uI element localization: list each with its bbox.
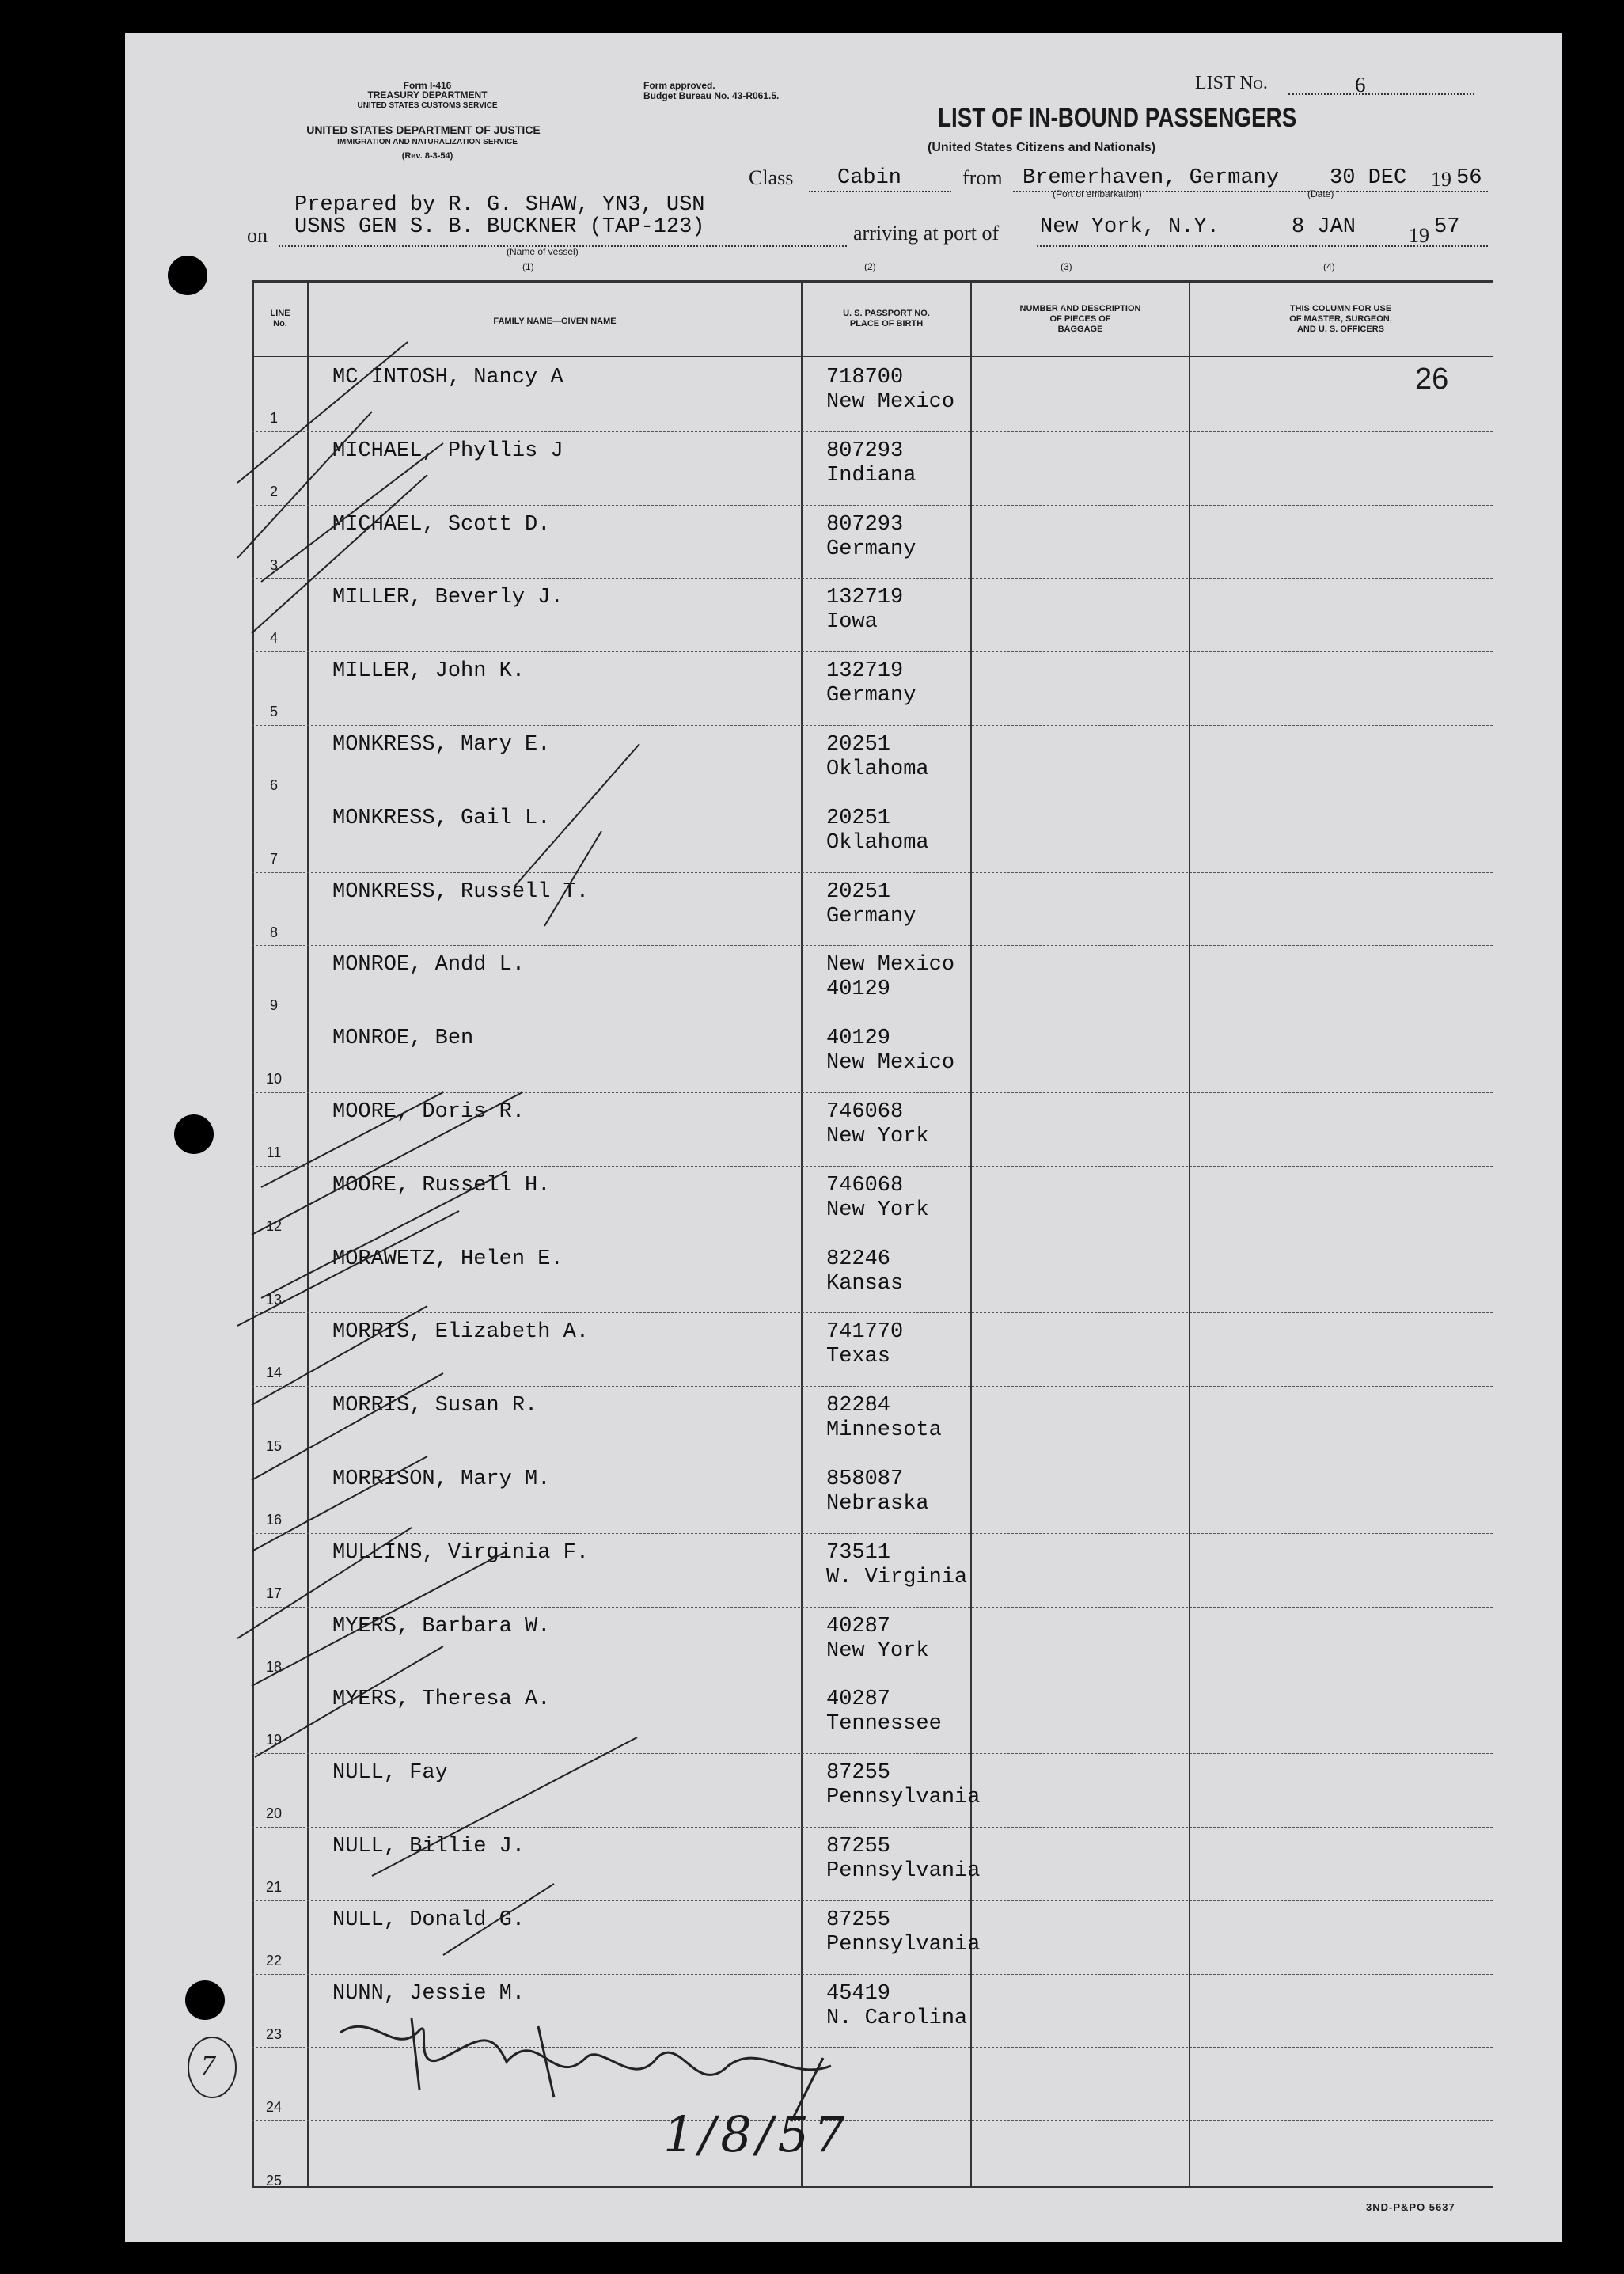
place-of-birth: Pennsylvania <box>826 1932 981 1957</box>
port-embark: Bremerhaven, Germany <box>1023 166 1280 190</box>
place-of-birth: Germany <box>826 537 916 561</box>
passenger-name: MONKRESS, Russell T. <box>332 879 590 904</box>
line-number: 14 <box>265 1365 283 1381</box>
place-of-birth: N. Carolina <box>826 2006 968 2030</box>
passenger-name: MYERS, Barbara W. <box>332 1614 551 1638</box>
year-embark: 56 <box>1456 166 1482 190</box>
year-prefix-arrival: 19 <box>1409 224 1429 247</box>
line-number: 6 <box>269 777 278 793</box>
passenger-name: MICHAEL, Phyllis J <box>332 438 563 463</box>
passenger-name: MOORE, Russell H. <box>332 1173 551 1198</box>
col-num-3: (3) <box>1061 261 1072 272</box>
place-of-birth: Texas <box>826 1345 891 1369</box>
date-embark: 30 DEC <box>1330 166 1407 190</box>
passport-number: 73511 <box>826 1540 891 1565</box>
passport-number: 20251 <box>826 733 891 757</box>
line-number: 18 <box>265 1658 283 1675</box>
vessel-name: USNS GEN S. B. BUCKNER (TAP-123) <box>294 215 705 239</box>
line-number: 24 <box>265 2099 283 2116</box>
year-prefix-embark: 19 <box>1431 168 1451 191</box>
place-of-birth: Oklahoma <box>826 830 929 855</box>
line-number: 25 <box>265 2173 283 2189</box>
margin-mark: 7 <box>201 2049 215 2081</box>
passport-number: 746068 <box>826 1100 904 1124</box>
passport-number: 20251 <box>826 806 891 830</box>
officer-note: 26 <box>1415 363 1449 396</box>
passport-number: 20251 <box>826 879 891 904</box>
dept-customs: UNITED STATES CUSTOMS SERVICE <box>357 101 498 110</box>
place-of-birth: Iowa <box>826 610 878 635</box>
header-baggage: NUMBER AND DESCRIPTION OF PIECES OF BAGGAGE <box>1019 304 1141 334</box>
place-of-birth: Germany <box>826 904 916 928</box>
place-of-birth: Indiana <box>826 463 916 488</box>
passport-number: New Mexico <box>826 953 955 978</box>
form-number: Form I-416 <box>403 80 452 91</box>
from-label: from <box>962 166 1003 189</box>
col-num-4: (4) <box>1323 261 1335 272</box>
line-number: 23 <box>265 2025 283 2042</box>
passport-number: 87255 <box>826 1761 891 1786</box>
place-of-birth: Tennessee <box>826 1712 942 1737</box>
passport-number: 82246 <box>826 1247 891 1271</box>
line-number: 2 <box>269 483 278 499</box>
passenger-name: MULLINS, Virginia F. <box>332 1540 590 1565</box>
passport-number: 40129 <box>826 1027 891 1051</box>
place-of-birth: Nebraska <box>826 1492 929 1516</box>
dept-treasury: TREASURY DEPARTMENT <box>367 89 488 101</box>
place-of-birth: Minnesota <box>826 1418 942 1443</box>
page-subtitle: (United States Citizens and Nationals) <box>928 141 1156 154</box>
footer-code: 3ND-P&PO 5637 <box>1366 2201 1455 2213</box>
passenger-name: MORAWETZ, Helen E. <box>332 1247 563 1271</box>
place-of-birth: New Mexico <box>826 390 955 414</box>
passenger-name: MORRISON, Mary M. <box>332 1467 551 1491</box>
list-no-label: LIST No. <box>1195 73 1268 93</box>
passport-number: 45419 <box>826 1981 891 2006</box>
passenger-name: NUNN, Jessie M. <box>332 1981 526 2006</box>
year-arrival: 57 <box>1434 215 1460 239</box>
passenger-name: MILLER, John K. <box>332 659 526 684</box>
place-of-birth: New York <box>826 1198 929 1222</box>
class-value: Cabin <box>837 166 902 190</box>
arrival-date: 8 JAN <box>1292 215 1356 239</box>
line-number: 5 <box>269 704 278 720</box>
header-family-name: FAMILY NAME—GIVEN NAME <box>493 317 617 326</box>
passport-number: 40287 <box>826 1614 891 1638</box>
line-number: 10 <box>265 1071 283 1088</box>
line-number: 7 <box>269 850 278 867</box>
passport-number: 718700 <box>826 366 904 389</box>
passenger-name: MORRIS, Elizabeth A. <box>332 1320 590 1345</box>
passenger-name: MILLER, Beverly J. <box>332 586 563 610</box>
passenger-name: MONKRESS, Mary E. <box>332 733 551 757</box>
line-number: 20 <box>265 1805 283 1822</box>
header-line-no: LINE No. <box>270 309 290 328</box>
passport-number: 858087 <box>826 1467 904 1491</box>
place-of-birth: Pennsylvania <box>826 1786 981 1810</box>
passenger-name: MONKRESS, Gail L. <box>332 806 551 830</box>
passenger-name: NULL, Billie J. <box>332 1835 526 1858</box>
passport-number: 40287 <box>826 1687 891 1712</box>
place-of-birth: 40129 <box>826 978 891 1002</box>
col-num-2: (2) <box>864 261 876 272</box>
line-number: 16 <box>265 1512 283 1528</box>
passport-number: 82284 <box>826 1394 891 1418</box>
passenger-name: MICHAEL, Scott D. <box>332 512 551 537</box>
on-label: on <box>247 224 268 247</box>
passenger-name: MONROE, Ben <box>332 1027 474 1051</box>
form-approved: Form approved. <box>643 80 715 91</box>
passport-number: 87255 <box>826 1908 891 1932</box>
place-of-birth: Pennsylvania <box>826 1859 981 1883</box>
date-caption: (Date) <box>1307 188 1334 199</box>
line-number: 11 <box>266 1145 282 1160</box>
passport-number: 132719 <box>826 659 904 684</box>
passport-number: 746068 <box>826 1173 904 1198</box>
header-officers: THIS COLUMN FOR USE OF MASTER, SURGEON, AND U. S. OFFICERS <box>1289 304 1392 334</box>
passport-number: 807293 <box>826 438 904 463</box>
dept-justice: UNITED STATES DEPARTMENT OF JUSTICE <box>306 123 541 136</box>
line-number: 3 <box>269 556 278 573</box>
handwritten-date: 1/8/57 <box>663 2105 850 2163</box>
place-of-birth: New York <box>826 1638 929 1663</box>
line-number: 4 <box>269 630 278 647</box>
passport-number: 87255 <box>826 1835 891 1858</box>
place-of-birth: Kansas <box>826 1271 904 1296</box>
line-number: 12 <box>265 1217 283 1234</box>
line-number: 9 <box>269 997 278 1014</box>
list-no-value: 6 <box>1355 73 1366 97</box>
arrival-port: New York, N.Y. <box>1040 215 1220 239</box>
vessel-caption: (Name of vessel) <box>507 246 579 257</box>
passenger-name: MORRIS, Susan R. <box>332 1394 538 1418</box>
line-number: 22 <box>265 1952 283 1968</box>
line-number: 21 <box>265 1879 283 1895</box>
place-of-birth: W. Virginia <box>826 1565 968 1589</box>
header-passport: U. S. PASSPORT NO. PLACE OF BIRTH <box>843 309 930 328</box>
dept-ins: IMMIGRATION AND NATURALIZATION SERVICE <box>337 138 518 146</box>
revision: (Rev. 8-3-54) <box>401 151 453 161</box>
budget-bureau: Budget Bureau No. 43-R061.5. <box>643 90 780 101</box>
arriving-label: arriving at port of <box>853 222 1000 245</box>
place-of-birth: Germany <box>826 684 916 708</box>
passenger-name: NULL, Donald G. <box>332 1908 526 1932</box>
prepared-by: Prepared by R. G. SHAW, YN3, USN <box>294 193 705 217</box>
line-number: 8 <box>269 924 278 940</box>
passenger-name: MYERS, Theresa A. <box>332 1687 551 1712</box>
passport-number: 741770 <box>826 1320 904 1345</box>
port-caption: (Port of embarkation) <box>1053 188 1142 199</box>
passenger-name: NULL, Fay <box>332 1761 448 1786</box>
class-label: Class <box>749 166 794 189</box>
passenger-name: MC INTOSH, Nancy A <box>332 366 563 389</box>
page-title: LIST OF IN-BOUND PASSENGERS <box>938 103 1297 133</box>
line-number: 15 <box>265 1438 283 1455</box>
passport-number: 807293 <box>826 512 904 537</box>
line-number: 17 <box>265 1585 283 1601</box>
place-of-birth: New Mexico <box>826 1051 955 1076</box>
col-num-1: (1) <box>522 261 534 272</box>
place-of-birth: New York <box>826 1125 929 1148</box>
passport-number: 132719 <box>826 586 904 610</box>
line-number: 1 <box>269 410 278 426</box>
passenger-name: MONROE, Andd L. <box>332 953 526 978</box>
line-number: 19 <box>265 1732 283 1748</box>
passenger-name: MOORE, Doris R. <box>332 1100 526 1124</box>
line-number: 13 <box>265 1291 283 1308</box>
place-of-birth: Oklahoma <box>826 757 929 781</box>
